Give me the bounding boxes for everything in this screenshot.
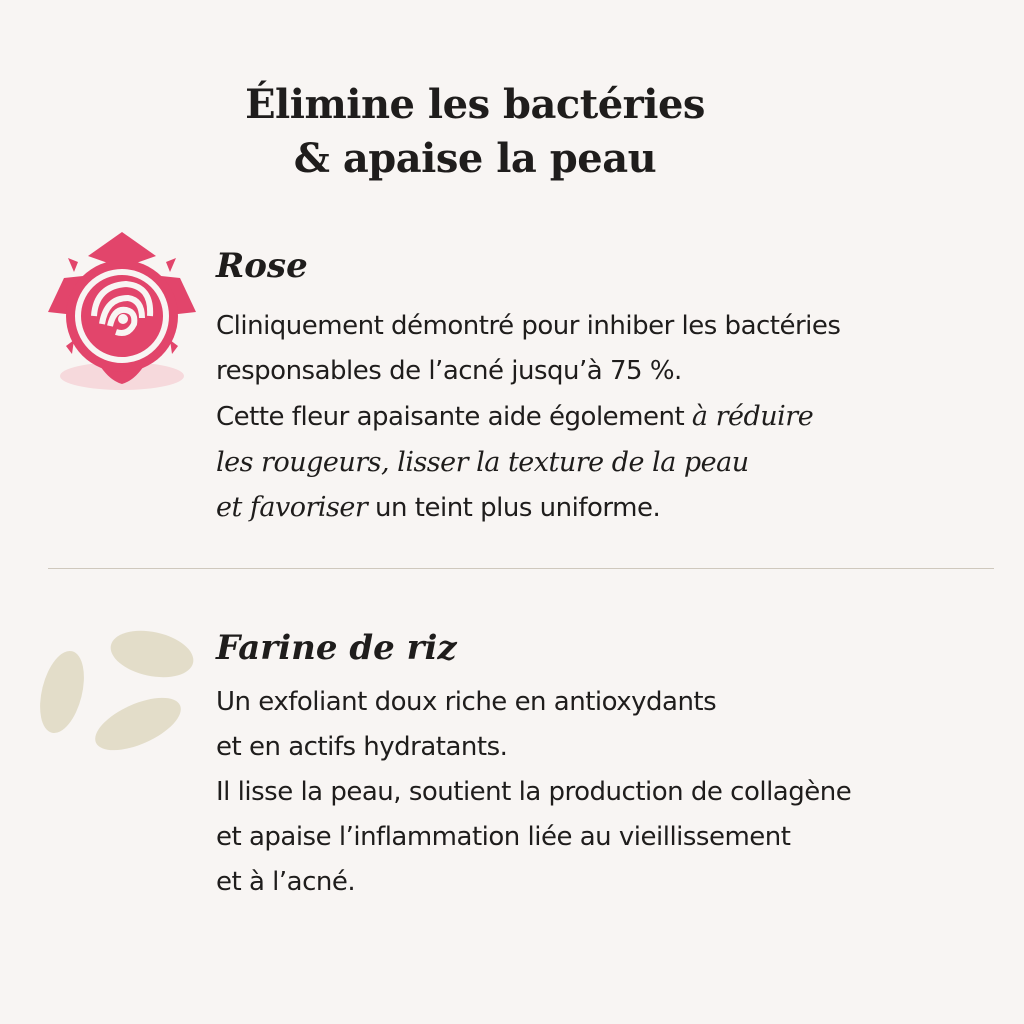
rose-line-1: Cliniquement démontré pour inhiber les bactéries [216,311,841,341]
rice-line-4: et apaise l’inflammation liée au vieillissement [216,822,791,852]
rice-line-2: et en actifs hydratants. [216,732,508,762]
section-divider [48,568,994,569]
rice-line-1: Un exfoliant doux riche en antioxydants [216,687,717,717]
rose-line-4: les rougeurs, lisser la texture de la peau [216,447,749,478]
rose-line-3 [216,394,1006,440]
rice-grains-icon [36,622,198,756]
rose-line-5-plain: un teint plus uniforme. [367,493,661,523]
section-title-rice-flour: Farine de riz [216,628,457,668]
section-title-rose: Rose [216,246,308,286]
rice-line-5: et à l’acné. [216,867,356,897]
rose-line-5-emphasis: et favoriser [216,492,368,523]
rose-line-5 [216,485,1006,531]
rose-line-3-plain: Cette fleur apaisante aide égolement [216,402,692,432]
page-title [0,78,950,186]
rose-line-2: responsables de l’acné jusqu’à 75 %. [216,356,682,386]
rose-line-3-emphasis: à réduire [691,401,814,432]
title-line-2: & apaise la peau [293,135,657,182]
rice-flour-description [216,680,1006,905]
rice-line-3: Il lisse la peau, soutient la production de collagène [216,777,852,807]
rose-description [216,304,1006,531]
title-line-1: Élimine les bactéries [245,81,705,128]
rose-icon [44,228,200,394]
